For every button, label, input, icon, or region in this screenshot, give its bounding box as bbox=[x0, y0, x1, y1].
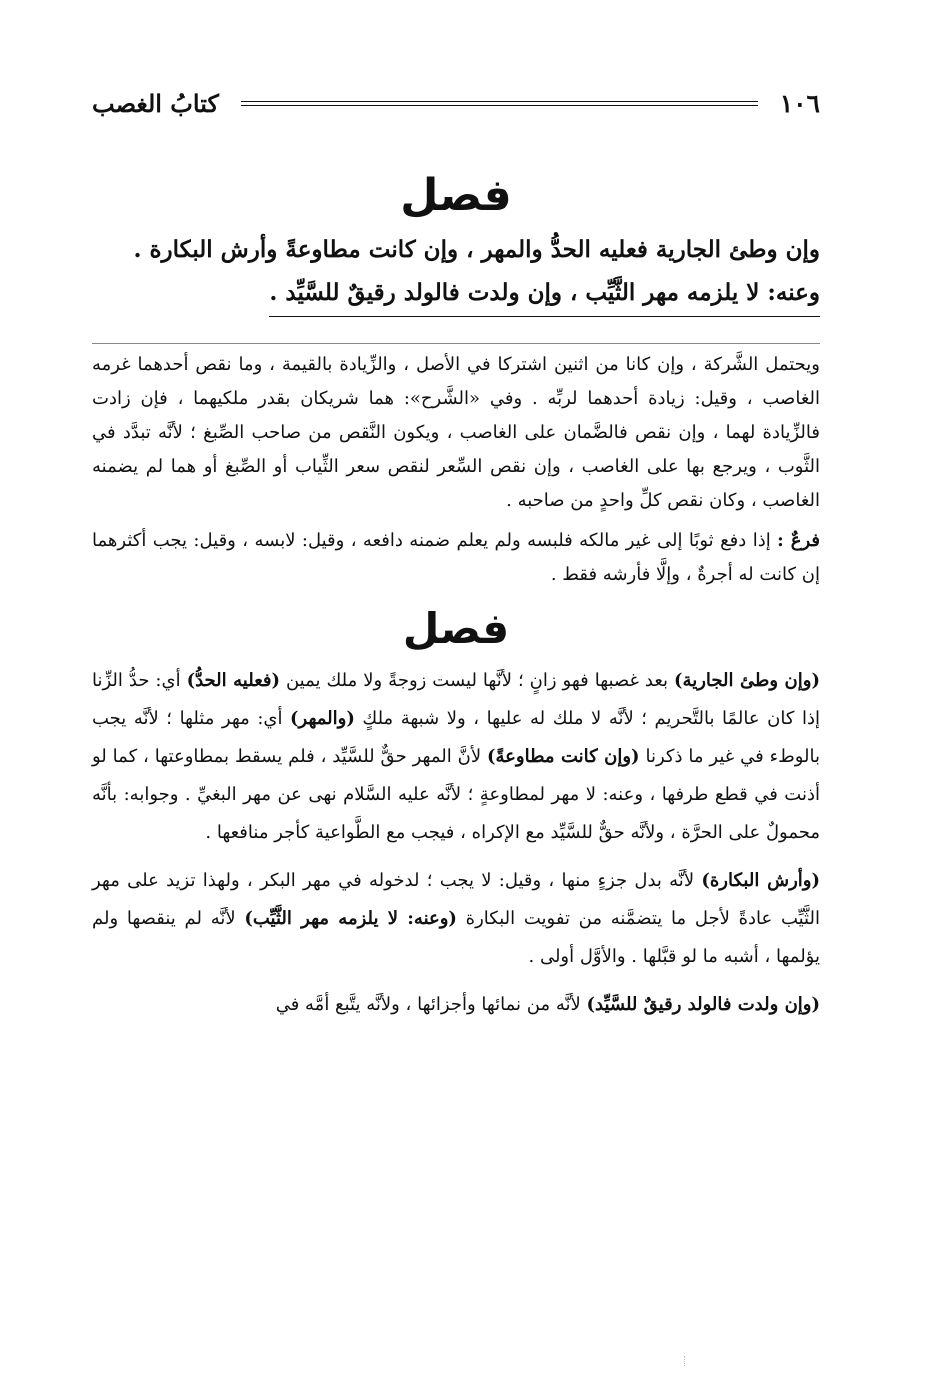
far-text: إذا دفع ثوبًا إلى غير مالكه فلبسه ولم يعلم ضمنه دافعه ، وقيل: لابسه ، وقيل: يجب أكثرهما إن كانت له أجرةٌ ، وإلَّا فأرشه فقط . bbox=[92, 530, 820, 585]
matn-quote: (والمهر) bbox=[290, 708, 355, 729]
commentary-text: لأنَّه لم ينقصها ولم يؤلمها ، أشبه ما لو قبَّلها . والأوَّل أولى . bbox=[92, 908, 820, 967]
matn-quote: (وأرش البكارة) bbox=[701, 870, 820, 891]
page-number: ١٠٦ bbox=[779, 88, 820, 118]
matn-quote: (وإن وطئ الجارية) bbox=[674, 670, 820, 691]
commentary-text: أي: حدُّ الزِّنا إذا كان عالمًا بالتَّحريم ؛ لأنَّه لا ملك له عليها ، ولا شبهة ملكٍ bbox=[92, 670, 820, 729]
commentary-text: أي: مهر مثلها ؛ لأنَّه يجب بالوطء في غير ما ذكرنا bbox=[92, 708, 820, 767]
section-2-body bbox=[92, 662, 820, 1024]
matn-quote: (فعليه الحدُّ) bbox=[186, 670, 280, 691]
body-paragraph-3 bbox=[92, 986, 820, 1024]
commentary-text: لأنَّه بدل جزءٍ منها ، وقيل: لا يجب ؛ لدخوله في مهر البكر ، ولهذا تزيد على مهر الثَّيِّب عادةً لأجل ما يتضمَّنه من تفويت البكارة bbox=[92, 870, 820, 929]
page-header bbox=[92, 78, 820, 128]
commentary-text: لأنَّ المهر حقٌّ للسَّيِّد ، فلم يسقط بمطاوعتها ، كما لو أذنت في قطع طرفها ، وعنه: لا مهر لمطاوعةٍ ؛ لأنَّه عليه السَّلام نهى عن مهر البغيِّ . وجوابه: بأنَّه محمولٌ على الحرَّة ، ولأنَّه حقٌّ للسَّيِّد مع الإكراه ، فيجب مع الطَّواعية كأجر منافعها . bbox=[92, 746, 820, 843]
matn-line-1: وإن وطئ الجارية فعليه الحدُّ والمهر ، وإن كانت مطاوعةً وأرش البكارة . bbox=[133, 236, 820, 263]
section-title-1: فصل bbox=[400, 170, 512, 221]
header-rule bbox=[241, 101, 758, 106]
commentary-text: بعد غصبها فهو زانٍ ؛ لأنَّها ليست زوجةً ولا ملك يمين bbox=[280, 670, 675, 691]
section-title-2: فصل bbox=[402, 604, 510, 653]
far-label: فرعٌ : bbox=[777, 530, 821, 551]
page bbox=[92, 78, 820, 1034]
commentary-text: لأنَّه من نمائها وأجزائها ، ولأنَّه يتَّبع أمَّه في bbox=[275, 994, 587, 1015]
matn-text bbox=[92, 228, 820, 317]
matn-line-2: وعنه: لا يلزمه مهر الثَّيِّب ، وإن ولدت فالولد رقيقٌ للسَّيِّد . bbox=[269, 271, 820, 317]
matn-quote: (وإن ولدت فالولد رقيقٌ للسَّيِّد) bbox=[586, 994, 820, 1015]
book-title: كتابُ الغصب bbox=[92, 88, 219, 118]
commentary-paragraph: ويحتمل الشَّركة ، وإن كانا من اثنين اشتركا في الأصل ، والزِّيادة بالقيمة ، وما نقص أحدهما غرمه الغاصب ، وقيل: زيادة أحدهما لربِّه . وفي «الشَّرح»: هما شريكان بقدر ملكيهما ، فإن زادت فالزِّيادة لهما ، وإن نقص فالضَّمان على الغاصب ، ويكون النَّقص من صاحب الصِّبغ ؛ لأنَّه تبدَّد في الثَّوب ، ويرجع بها على الغاصب ، وإن نقص السِّعر لنقص سعر الثِّياب أو الصِّبغ أو هما لم يضمنه الغاصب ، وكان نقص كلِّ واحدٍ من صاحبه . bbox=[92, 343, 820, 518]
body-paragraph-2 bbox=[92, 862, 820, 976]
matn-quote: (وإن كانت مطاوعةً) bbox=[487, 746, 640, 767]
matn-quote: (وعنه: لا يلزمه مهر الثَّيِّب) bbox=[244, 908, 457, 929]
scan-mark bbox=[684, 1356, 687, 1366]
far-note bbox=[92, 524, 820, 592]
body-paragraph-1 bbox=[92, 662, 820, 852]
